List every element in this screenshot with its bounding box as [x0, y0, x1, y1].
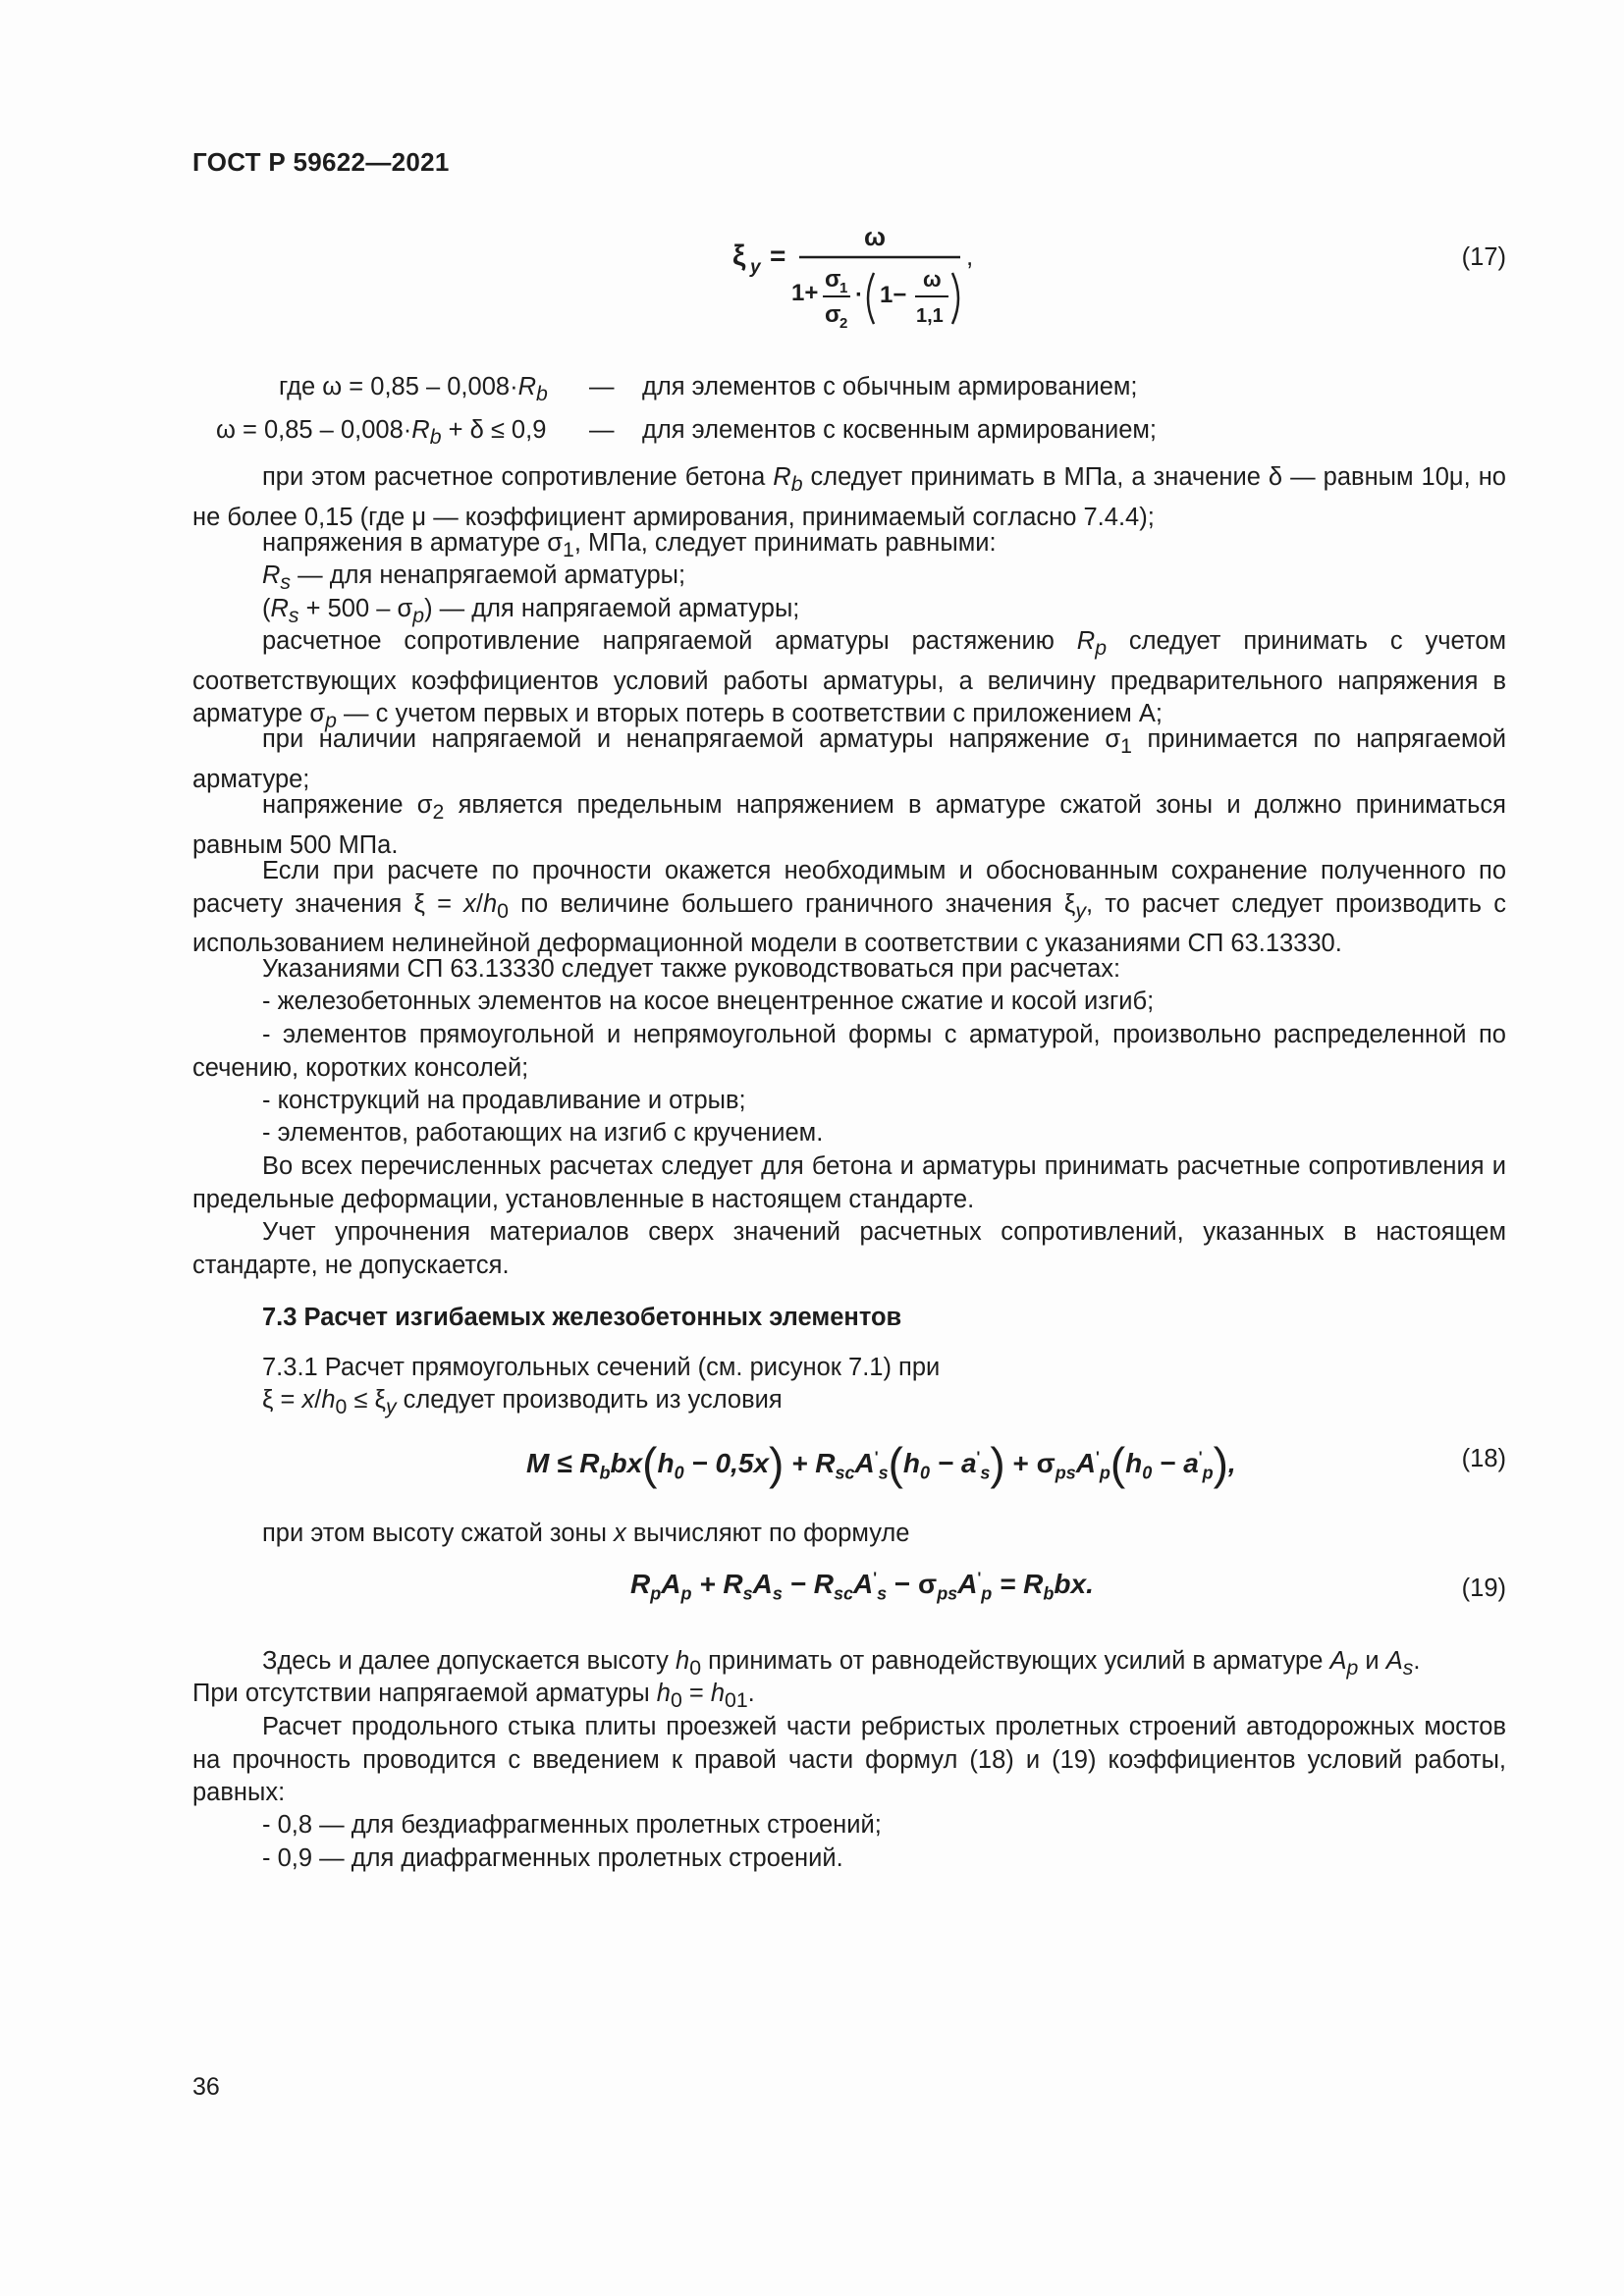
paragraph-rs-prestressed: $(R_s + 500 - \sigma_p)$ — для напрягаемой арматуры;	[262, 595, 800, 628]
eq17-xi: ξ	[732, 240, 746, 272]
def-row-2-dash: —	[589, 416, 615, 444]
paragraph-sigma2: напряжение $\sigma_2$ является предельным напряжением в арматуре сжатой зоны и должно приниматься равным 500 МПа.	[192, 791, 1506, 859]
def-row-2: $\omega = 0,85 - 0,008\cdot R_b + \delta \le 0,9$	[216, 416, 547, 450]
eq17-omega: ω	[864, 222, 886, 251]
document-header: ГОСТ Р 59622—2021	[192, 147, 450, 177]
paragraph-compressed-zone: при этом высоту сжатой зоны x вычисляют по формуле	[262, 1520, 910, 1547]
eq18-number: (18)	[1461, 1445, 1506, 1472]
formula-19: $R_pA_p + R_sA_s - R_{sc}A'_s - \sigma_{ps}A'_p = R_bbx$.	[630, 1569, 1094, 1604]
eq17-inner-den: 1,1	[916, 305, 944, 327]
formula-17	[727, 216, 992, 344]
eq17-sigma2: σ	[825, 301, 841, 328]
paragraph-7-3-1: 7.3.1 Расчет прямоугольных сечений (см. рисунок 7.1) при	[262, 1354, 941, 1381]
eq17-xi-sub: y	[750, 257, 761, 278]
eq17-sigma2-sub: 2	[839, 315, 848, 332]
paragraph-rp-resistance: расчетное сопротивление напрягаемой арматуры растяжению $R_p$ следует принимать с учетом соответствующих коэффициентов условий работы арматуры, а величину предварительного напряжения в арматуре $\sigma_p$ — с учетом первых и вторых потерь в соответствии с приложением А;	[192, 627, 1506, 733]
list-item-torsion: - элементов, работающих на изгиб с кручением.	[262, 1119, 824, 1147]
paragraph-longitudinal-joint: Расчет продольного стыка плиты проезжей части ребристых пролетных строений автодорожных мостов на прочность проводится с введением к правой части формул (18) и (19) коэффициентов условий работы, равных:	[192, 1713, 1506, 1806]
paragraph-concrete-resistance: при этом расчетное сопротивление бетона $R_b$ следует принимать в МПа, а значение δ — равным 10μ, но не более 0,15 (где μ — коэффициент армирования, принимаемый согласно 7.4.4);	[192, 463, 1506, 531]
def-row-1-dash: —	[589, 373, 615, 400]
eq17-dot: ·	[855, 282, 863, 308]
def-row-1-text: для элементов с обычным армированием;	[642, 373, 1138, 400]
svg-text:=: =	[770, 240, 786, 271]
eq17-sigma1: σ	[825, 266, 841, 293]
paragraph-stress-sigma1: напряжения в арматуре $\sigma_1$, МПа, следует принимать равными:	[262, 529, 997, 562]
list-item-oblique: - железобетонных элементов на косое внецентренное сжатие и косой изгиб;	[262, 988, 1155, 1015]
eq17-number: (17)	[1461, 243, 1506, 271]
paragraph-hardening: Учет упрочнения материалов сверх значений расчетных сопротивлений, указанных в настоящем стандарте, не допускается.	[192, 1218, 1506, 1279]
eq17-sigma1-sub: 1	[839, 280, 848, 296]
paragraph-nonlinear-model: Если при расчете по прочности окажется необходимым и обоснованным сохранение полученного по расчету значения $\xi = x/h_0$ по величине большего граничного значения $\xi_y$, то расчет следует производить с использованием нелинейной деформационной модели в соответствии с указаниями СП 63.13330.	[192, 857, 1507, 958]
page-number: 36	[192, 2073, 220, 2101]
list-item-0-9: - 0,9 — для диафрагменных пролетных строений.	[262, 1844, 843, 1872]
paragraph-rs-nonprestressed: $R_s$ — для ненапрягаемой арматуры;	[262, 561, 686, 595]
paragraph-design-values: Во всех перечисленных расчетах следует для бетона и арматуры принимать расчетные сопротивления и предельные деформации, установленные в настоящем стандарте.	[192, 1152, 1506, 1213]
eq17-one-plus: 1+	[791, 280, 819, 306]
eq17-one-minus: 1−	[880, 282, 907, 308]
list-item-nonrectangular: - элементов прямоугольной и непрямоугольной формы с арматурой, произвольно распределенной по сечению, коротких консолей;	[192, 1021, 1506, 1082]
def-row-2-text: для элементов с косвенным армированием;	[642, 416, 1157, 444]
def-row-1: где $\omega = 0,85 - 0,008\cdot R_b$	[279, 373, 548, 406]
eq17-inner-omega: ω	[923, 267, 942, 292]
paragraph-mixed-reinforcement: при наличии напрягаемой и ненапрягаемой арматуры напряжение $\sigma_1$ принимается по напрягаемой арматуре;	[192, 725, 1506, 793]
eq17-comma: ,	[966, 241, 974, 271]
paragraph-sp-guidance: Указаниями СП 63.13330 следует также руководствоваться при расчетах:	[262, 955, 1121, 983]
eq19-number: (19)	[1461, 1575, 1506, 1602]
paragraph-h0-definition: Здесь и далее допускается высоту $h_0$ принимать от равнодействующих усилий в арматуре $A_p$ и $A_s$.	[262, 1647, 1421, 1681]
paragraph-h0-no-prestress: При отсутствии напрягаемой арматуры $h_0 = h_{01}$.	[192, 1680, 755, 1713]
paragraph-7-3-1-condition: $\xi = x/h_0 \le \xi_y$ следует производить из условия	[262, 1386, 783, 1419]
list-item-punching: - конструкций на продавливание и отрыв;	[262, 1087, 746, 1114]
list-item-0-8: - 0,8 — для бездиафрагменных пролетных строений;	[262, 1811, 882, 1839]
section-heading-7-3: 7.3 Расчет изгибаемых железобетонных элементов	[262, 1304, 902, 1331]
formula-18: $M \le R_bbx(h_0 - 0,5x) + R_{sc}A'_s(h_0 - a'_s) + \sigma_{ps}A'_p(h_0 - a'_p)$,	[526, 1438, 1236, 1489]
